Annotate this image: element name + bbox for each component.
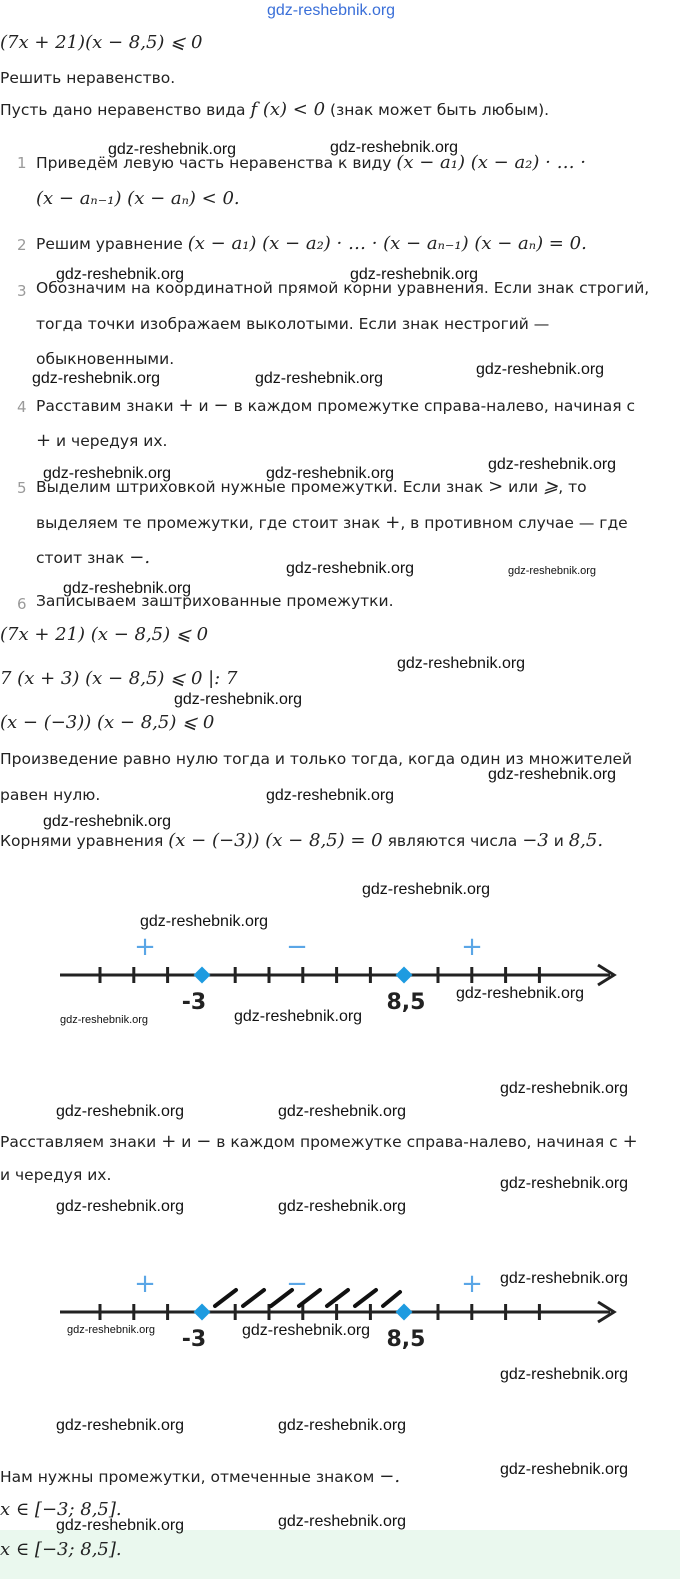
watermark: gdz-reshebnik.org: [330, 139, 459, 156]
watermark: gdz-reshebnik.org: [140, 913, 269, 930]
sign-minus-middle: −: [286, 932, 308, 962]
watermark: gdz-reshebnik.org: [350, 266, 479, 283]
step-number: 5: [17, 479, 27, 497]
step-number: 2: [17, 236, 27, 254]
minus-sign: −.: [379, 1466, 401, 1487]
sign-minus-middle: −: [286, 1269, 308, 1299]
hatch-line: [383, 1292, 400, 1306]
method-intro-text-2: (знак может быть любым).: [325, 101, 550, 119]
watermark: gdz-reshebnik.org: [456, 985, 585, 1002]
method-intro-text: Пусть дано неравенство вида: [0, 101, 251, 119]
watermark: gdz-reshebnik.org: [500, 1270, 629, 1287]
watermark: gdz-reshebnik.org: [508, 565, 597, 577]
step-text: Выделим штриховкой нужные промежутки. Если знак: [36, 478, 484, 496]
signs-text: и: [181, 1133, 192, 1151]
watermark: gdz-reshebnik.org: [43, 465, 172, 482]
point-minus-3: [194, 967, 211, 984]
signs-sentence-line-2: и чередуя их.: [0, 1166, 112, 1184]
watermark: gdz-reshebnik.org: [488, 456, 617, 473]
step-text: выделяем те промежутки, где стоит знак: [36, 514, 381, 532]
plus-sign: +: [622, 1131, 638, 1152]
step-text: Решим уравнение: [36, 235, 183, 253]
watermark: gdz-reshebnik.org: [56, 1103, 185, 1120]
watermark: gdz-reshebnik.org: [397, 655, 526, 672]
watermark: gdz-reshebnik.org: [67, 1324, 156, 1336]
step-text: или: [508, 478, 539, 496]
step-number: 1: [17, 154, 27, 172]
roots-text: Корнями уравнения: [0, 832, 164, 850]
watermark: gdz-reshebnik.org: [174, 691, 303, 708]
problem-expression: (7x + 21)(x − 8,5) ⩽ 0: [0, 32, 203, 53]
point-8-5: [396, 967, 413, 984]
minus-sign: −.: [129, 547, 151, 568]
solution-paragraph-line-2: равен нулю.: [0, 786, 101, 804]
step-number: 4: [17, 398, 27, 416]
step-3-line-2: тогда точки изображаем выколотыми. Если знак нестрогий —: [36, 315, 550, 333]
solution-line-3: (x − (−3)) (x − 8,5) ⩽ 0: [0, 712, 215, 733]
watermark: gdz-reshebnik.org: [266, 465, 395, 482]
watermark: gdz-reshebnik.org: [476, 361, 605, 378]
label-minus-3: -3: [181, 1327, 207, 1352]
step-4-line-2: [36, 430, 167, 451]
step-text: , в противном случае — где: [400, 514, 628, 532]
sign-plus-left: +: [134, 1269, 156, 1299]
solution-paragraph-line-1: Произведение равно нулю тогда и только тогда, когда один из множителей: [0, 750, 633, 768]
watermark: gdz-reshebnik.org: [278, 1198, 407, 1215]
watermark: gdz-reshebnik.org: [278, 1417, 407, 1434]
sign-plus-right: +: [461, 932, 483, 962]
watermark: gdz-reshebnik.org: [266, 787, 395, 804]
plus-sign: +: [178, 395, 194, 416]
need-sentence: [0, 1466, 400, 1487]
sign-plus-left: +: [134, 932, 156, 962]
step-4-line-1: [36, 395, 635, 416]
watermark: gdz-reshebnik.org: [56, 1198, 185, 1215]
hatch-line: [327, 1290, 348, 1306]
step-1-line-2: (x − aₙ₋₁) (x − aₙ) < 0.: [36, 188, 240, 209]
task-text: Решить неравенство.: [0, 69, 176, 87]
watermark: gdz-reshebnik.org: [108, 141, 237, 158]
watermark: gdz-reshebnik.org: [500, 1461, 629, 1478]
step-number: 3: [17, 282, 27, 300]
watermark: gdz-reshebnik.org: [32, 370, 161, 387]
step-6-line-1: Записываем заштрихованные промежутки.: [36, 592, 394, 610]
point-8-5: [396, 1304, 413, 1321]
step-text: в каждом промежутке справа-налево, начиная с: [233, 397, 635, 415]
watermark: gdz-reshebnik.org: [286, 560, 415, 577]
watermark: gdz-reshebnik.org: [56, 1517, 185, 1534]
need-text: Нам нужны промежутки, отмеченные знаком: [0, 1468, 375, 1486]
watermark: gdz-reshebnik.org: [500, 1080, 629, 1097]
ge-sign: ⩾: [543, 476, 559, 497]
watermark: gdz-reshebnik.org: [43, 813, 172, 830]
solution-line-1: (7x + 21) (x − 8,5) ⩽ 0: [0, 624, 209, 645]
step-math: (x − a₁) (x − a₂) · … · (x − aₙ₋₁) (x − aₙ) = 0.: [187, 233, 587, 254]
roots-text-2: являются числа: [387, 832, 518, 850]
method-intro-math: f (x) < 0: [250, 99, 326, 120]
hatch-line: [215, 1290, 236, 1306]
watermark: gdz-reshebnik.org: [60, 1014, 149, 1026]
plus-sign: +: [385, 512, 401, 533]
step-5-line-3: [36, 547, 150, 568]
step-text: и: [198, 397, 209, 415]
step-text: , то: [558, 478, 587, 496]
watermark: gdz-reshebnik.org: [56, 1417, 185, 1434]
roots-equation: (x − (−3)) (x − 8,5) = 0: [168, 830, 383, 851]
step-3-line-3: обыкновенными.: [36, 350, 175, 368]
sign-plus-right: +: [461, 1269, 483, 1299]
watermark: gdz-reshebnik.org: [255, 370, 384, 387]
watermark: gdz-reshebnik.org: [63, 580, 192, 597]
watermark: gdz-reshebnik.org: [500, 1175, 629, 1192]
root-value: 8,5.: [568, 830, 604, 851]
watermark-top: gdz-reshebnik.org: [267, 2, 396, 19]
answer-preline: x ∈ [−3; 8,5].: [0, 1499, 122, 1520]
step-math: (x − a₁) (x − a₂) · … ·: [396, 152, 587, 173]
solution-line-2: 7 (x + 3) (x − 8,5) ⩽ 0 |: 7: [0, 668, 238, 689]
step-text: Расставим знаки: [36, 397, 174, 415]
step-5-line-2: [36, 512, 628, 533]
roots-sentence: [0, 830, 603, 851]
minus-sign: −: [213, 395, 229, 416]
watermark: gdz-reshebnik.org: [488, 766, 617, 783]
label-minus-3: -3: [181, 990, 207, 1015]
watermark: gdz-reshebnik.org: [234, 1008, 363, 1025]
watermark: gdz-reshebnik.org: [278, 1103, 407, 1120]
label-8-5: 8,5: [386, 1327, 426, 1352]
signs-text: в каждом промежутке справа-налево, начиная с: [216, 1133, 618, 1151]
plus-sign: +: [161, 1131, 177, 1152]
watermark: gdz-reshebnik.org: [278, 1513, 407, 1530]
watermark: gdz-reshebnik.org: [500, 1366, 629, 1383]
step-text: Приведём левую часть неравенства к виду: [36, 154, 392, 172]
step-number: 6: [17, 595, 27, 613]
root-value: −3: [522, 830, 549, 851]
plus-sign: +: [36, 430, 52, 451]
signs-text: Расставляем знаки: [0, 1133, 157, 1151]
point-minus-3: [194, 1304, 211, 1321]
roots-and: и: [553, 832, 564, 850]
step-3-line-1: Обозначим на координатной прямой корни уравнения. Если знак строгий,: [36, 279, 650, 297]
watermark: gdz-reshebnik.org: [362, 881, 491, 898]
method-intro: [0, 99, 549, 120]
step-2-line-1: [36, 233, 587, 254]
final-answer: x ∈ [−3; 8,5].: [0, 1539, 122, 1560]
hatch-line: [243, 1290, 264, 1306]
step-text: и чередуя их.: [56, 432, 168, 450]
label-8-5: 8,5: [386, 990, 426, 1015]
watermark: gdz-reshebnik.org: [242, 1322, 371, 1339]
hatch-line: [355, 1290, 376, 1306]
watermark: gdz-reshebnik.org: [56, 266, 185, 283]
minus-sign: −: [196, 1131, 212, 1152]
gt-sign: >: [488, 476, 504, 497]
step-text: стоит знак: [36, 549, 125, 567]
signs-sentence-line-1: [0, 1131, 638, 1152]
